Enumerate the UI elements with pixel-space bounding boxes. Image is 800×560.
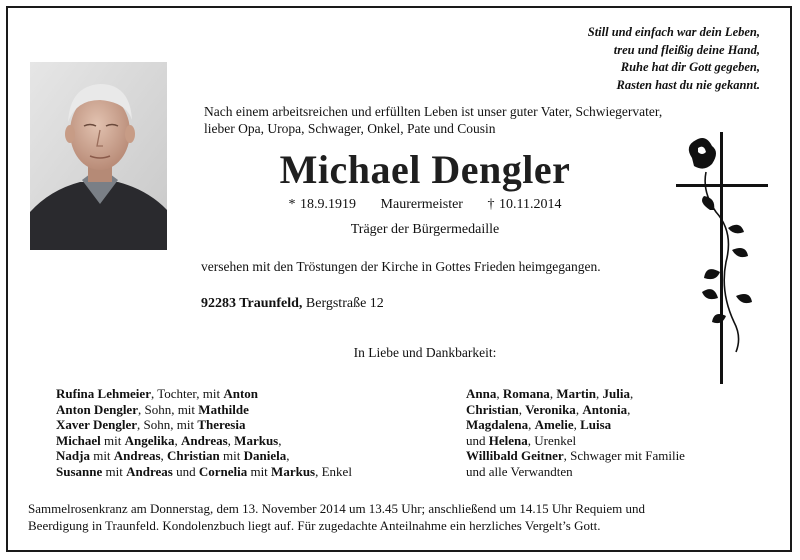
family-line: Michael mit Angelika, Andreas, Markus, (56, 432, 282, 448)
family-line: Magdalena, Amelie, Luisa (466, 417, 612, 432)
family-list-right (466, 386, 685, 479)
death-date: † 10.11.2014 (487, 197, 562, 212)
thanks-text: In Liebe und Dankbarkeit: (353, 345, 497, 360)
family-line: und Helena, Urenkel (466, 432, 577, 448)
blessing-text: versehen mit den Tröstungen der Kirche in Gottes Frieden heimgegangen. (201, 259, 601, 274)
family-line: Willibald Geitner, Schwager mit Familie (466, 448, 685, 463)
profession: Maurermeister (380, 197, 463, 212)
family-line: Anton Dengler, Sohn, mit Mathilde (56, 401, 249, 417)
portrait-photo (30, 62, 167, 250)
poem-line: Ruhe hat dir Gott gegeben, (620, 60, 760, 74)
life-dates (200, 197, 650, 213)
service-info (28, 500, 778, 534)
cross-with-rose-icon (676, 132, 768, 387)
service-info-line: Sammelrosenkranz am Donnerstag, dem 13. November 2014 um 13.45 Uhr; anschließend um 14.15 Uhr Requiem und (28, 501, 646, 516)
family-line: Susanne mit Andreas und Cornelia mit Markus, Enkel (56, 463, 352, 479)
family-list-left (56, 386, 352, 479)
intro-text (204, 103, 674, 137)
birth-date: * 18.9.1919 (288, 197, 357, 212)
family-line: Rufina Lehmeier, Tochter, mit Anton (56, 386, 259, 401)
address-street: Bergstraße 12 (305, 296, 384, 311)
poem-line: treu und fleißig deine Hand, (613, 42, 760, 57)
intro-line: Nach einem arbeitsreichen und erfüllten Leben ist unser guter Vater, Schwiegervater, (204, 104, 663, 119)
family-line: Anna, Romana, Martin, Julia, (466, 386, 634, 401)
honor-text: Träger der Bürgermedaille (350, 222, 500, 237)
address (201, 296, 384, 312)
poem-line: Rasten hast du nie gekannt. (616, 77, 760, 92)
intro-line: lieber Opa, Uropa, Schwager, Onkel, Pate und Cousin (204, 121, 496, 136)
poem-line: Still und einfach war dein Leben, (587, 25, 760, 39)
family-line: Nadja mit Andreas, Christian mit Daniela, (56, 448, 290, 463)
poem (588, 24, 760, 94)
family-line: Xaver Dengler, Sohn, mit Theresia (56, 417, 246, 432)
family-line: und alle Verwandten (466, 463, 573, 479)
address-city: 92283 Traunfeld, (201, 296, 303, 311)
portrait-photo-illustration (30, 62, 167, 250)
deceased-name: Michael Dengler (279, 147, 571, 192)
family-line: Christian, Veronika, Antonia, (466, 401, 631, 417)
service-info-line: Beerdigung in Traunfeld. Kondolenzbuch liegt auf. Für zugedachte Anteilnahme ein herzliches Vergelt’s Gott. (28, 518, 601, 533)
